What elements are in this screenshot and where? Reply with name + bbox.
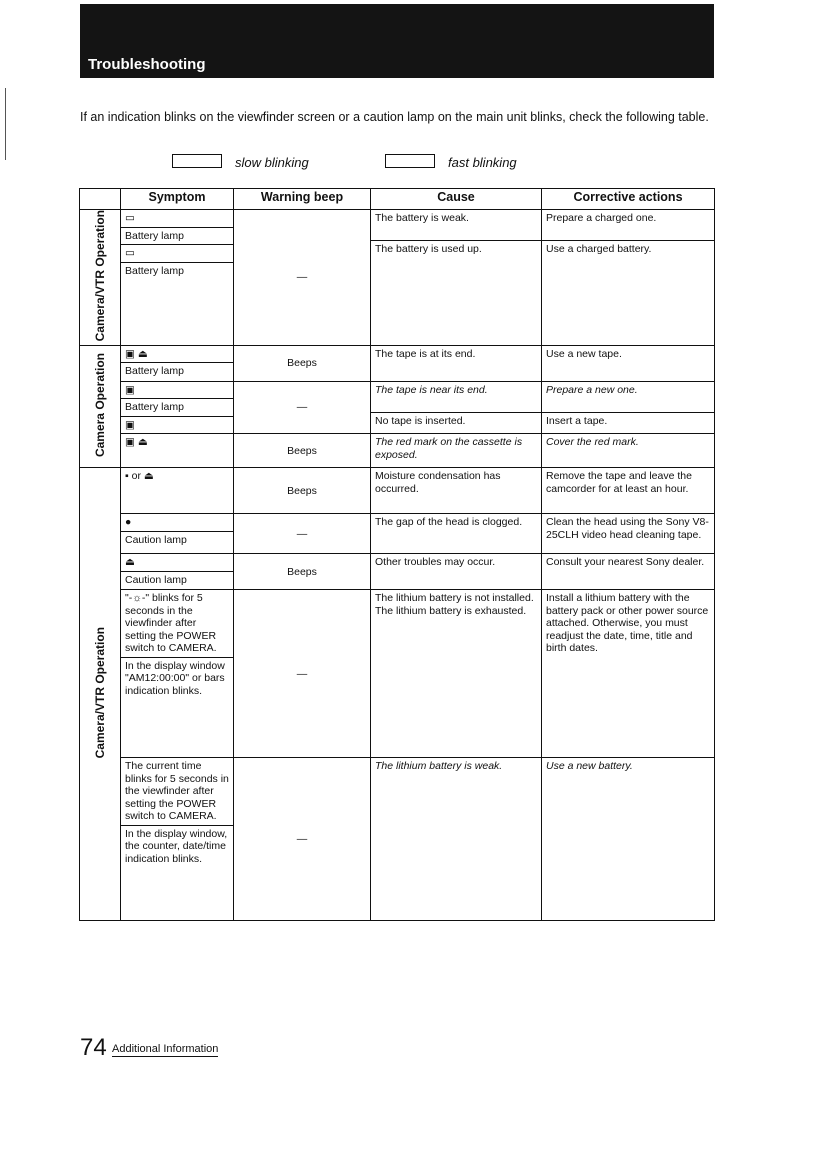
warning-beep-cell: Beeps: [234, 468, 371, 514]
page-title: Troubleshooting: [88, 56, 206, 73]
warning-beep-cell: Beeps: [234, 554, 371, 590]
symptom-battery-lamp: Battery lamp: [121, 398, 233, 416]
cause-cell: The lithium battery is weak.: [371, 758, 542, 921]
cassette-eject-icon: ▣ ⏏: [125, 436, 148, 449]
cause-cell: The tape is at its end.: [371, 345, 542, 381]
symptom-cell: [121, 434, 234, 468]
warning-beep-cell: Beeps: [234, 434, 371, 468]
cause-cell: Moisture condensation has occurred.: [371, 468, 542, 514]
symptom-battery-lamp: Battery lamp: [121, 362, 233, 380]
header-symptom: Symptom: [121, 189, 234, 210]
page-edge-mark: [5, 88, 6, 160]
eject-icon: ⏏: [125, 556, 135, 569]
moisture-icon: ▪: [125, 470, 129, 483]
symptom-caution-lamp: Caution lamp: [121, 571, 233, 589]
symptom-cell: [121, 210, 234, 346]
fast-blink-legend-box: [385, 154, 435, 168]
cause-text: The battery is weak.: [375, 212, 469, 224]
table-row: [80, 381, 715, 434]
table-header-row: [80, 189, 715, 210]
table-row: [80, 210, 715, 346]
symptom-text: The current time blinks for 5 seconds in the viewfinder after setting the POWER switch to CAMERA.: [125, 760, 229, 823]
action-text: Prepare a charged one.: [546, 212, 657, 224]
footer-section-label: Additional Information: [112, 1043, 219, 1055]
cause-text: The tape is near its end.: [375, 383, 488, 396]
symptom-cell: [121, 468, 234, 514]
cause-cell: The gap of the head is clogged.: [371, 514, 542, 554]
table-row: [80, 554, 715, 590]
cause-text: The battery is used up.: [371, 240, 541, 258]
table-row: [80, 434, 715, 468]
symptom-cell: [121, 554, 234, 590]
action-cell: [542, 210, 715, 346]
symptom-caution-lamp: Caution lamp: [121, 531, 233, 549]
action-text: Insert a tape.: [542, 412, 714, 430]
warning-beep-cell: —: [234, 210, 371, 346]
table-row: [80, 345, 715, 381]
cassette-icon: ▣: [121, 416, 233, 434]
cassette-eject-icon: ▣ ⏏: [125, 347, 148, 360]
header-corrective-actions: Corrective actions: [542, 189, 715, 210]
group-label-camera-operation: Camera Operation: [80, 345, 121, 468]
cause-cell: The lithium battery is not installed. The lithium battery is exhausted.: [371, 590, 542, 758]
symptom-cell: [121, 758, 234, 921]
header-cause: Cause: [371, 189, 542, 210]
action-cell: Use a new battery.: [542, 758, 715, 921]
symptom-or-text: or: [131, 470, 141, 483]
action-cell: Cover the red mark.: [542, 434, 715, 468]
troubleshooting-table: [79, 188, 715, 921]
cause-text: No tape is inserted.: [371, 412, 541, 430]
table-row: [80, 758, 715, 921]
warning-beep-cell: —: [234, 758, 371, 921]
cassette-icon: ▣: [125, 383, 135, 396]
symptom-cell: [121, 381, 234, 434]
symptom-text: "-☼-" blinks for 5 seconds in the viewfinder after setting the POWER switch to CAMERA.: [125, 592, 217, 655]
symptom-battery-lamp: Battery lamp: [121, 262, 233, 280]
cause-cell: [371, 210, 542, 346]
symptom-cell: [121, 345, 234, 381]
page-number: 74: [80, 1034, 107, 1061]
action-cell: Clean the head using the Sony V8-25CLH video head cleaning tape.: [542, 514, 715, 554]
action-cell: Remove the tape and leave the camcorder for at least an hour.: [542, 468, 715, 514]
slow-blink-legend-box: [172, 154, 222, 168]
action-cell: [542, 381, 715, 434]
symptom-text: In the display window, the counter, date/time indication blinks.: [121, 825, 233, 868]
warning-beep-cell: —: [234, 381, 371, 434]
table-row: [80, 468, 715, 514]
cause-cell: Other troubles may occur.: [371, 554, 542, 590]
table-row: [80, 514, 715, 554]
eject-icon: ⏏: [143, 470, 154, 483]
header-warning-beep: Warning beep: [234, 189, 371, 210]
slow-blink-legend-label: slow blinking: [235, 155, 309, 170]
warning-beep-cell: Beeps: [234, 345, 371, 381]
symptom-cell: [121, 590, 234, 758]
warning-beep-cell: —: [234, 590, 371, 758]
action-cell: Consult your nearest Sony dealer.: [542, 554, 715, 590]
tape-indicator-icon: ▭: [125, 212, 135, 224]
tape-indicator-icon: ▭: [121, 244, 233, 262]
header-group-blank: [80, 189, 121, 210]
action-cell: Install a lithium battery with the battery pack or other power source attached. Otherwise, you must readjust the date, time, title and birth dates.: [542, 590, 715, 758]
symptom-cell: [121, 514, 234, 554]
intro-text: If an indication blinks on the viewfinder screen or a caution lamp on the main unit blinks, check the following table.: [80, 110, 709, 124]
action-text: Prepare a new one.: [546, 383, 638, 396]
symptom-text: In the display window "AM12:00:00" or bars indication blinks.: [121, 657, 233, 700]
symptom-battery-lamp: Battery lamp: [121, 227, 233, 245]
head-clog-icon: ●: [125, 516, 132, 529]
group-label-camera-vtr-2: Camera/VTR Operation: [80, 468, 121, 921]
table-row: [80, 590, 715, 758]
cause-cell: The red mark on the cassette is exposed.: [371, 434, 542, 468]
action-text: Use a charged battery.: [542, 240, 714, 258]
action-cell: Use a new tape.: [542, 345, 715, 381]
fast-blink-legend-label: fast blinking: [448, 155, 517, 170]
cause-cell: [371, 381, 542, 434]
group-label-camera-vtr-1: Camera/VTR Operation: [80, 210, 121, 346]
warning-beep-cell: —: [234, 514, 371, 554]
